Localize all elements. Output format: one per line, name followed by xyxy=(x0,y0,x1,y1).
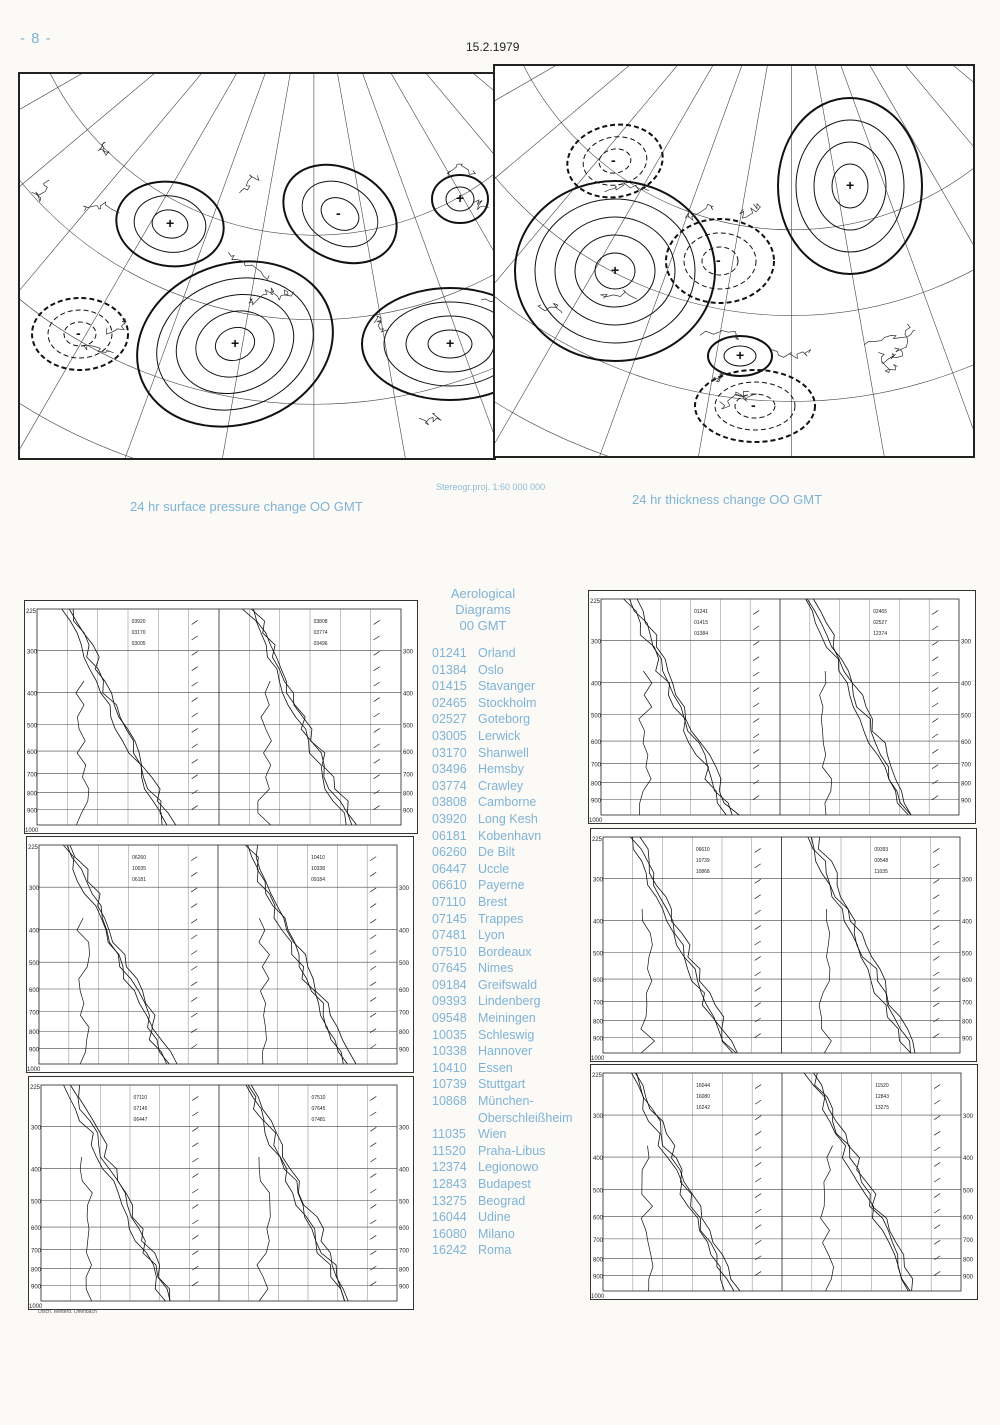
diagram-station-code: 03920 xyxy=(131,619,146,625)
pressure-tick-right: 600 xyxy=(961,740,972,747)
surface-pressure-change-map xyxy=(18,72,496,460)
pressure-tick-left: 300 xyxy=(29,886,40,893)
station-name: Stuttgart xyxy=(478,1077,526,1092)
station-row xyxy=(432,1159,572,1176)
station-row xyxy=(432,1126,572,1143)
diagram-station-code: 09184 xyxy=(311,877,325,883)
pressure-tick-left: 800 xyxy=(593,1257,604,1264)
station-row xyxy=(432,794,572,811)
svg-text:+: + xyxy=(736,347,745,363)
station-row xyxy=(432,977,572,994)
station-name: Crawley xyxy=(478,778,524,793)
station-code: 07145 xyxy=(432,911,467,926)
pressure-tick-right: 500 xyxy=(399,961,410,968)
diagram-station-code: 10868 xyxy=(695,869,710,875)
station-code: 06260 xyxy=(432,845,467,860)
svg-text:+: + xyxy=(166,215,175,231)
bottom-pressure-label: 1000 xyxy=(25,828,39,834)
aerological-title-line2: Diagrams xyxy=(455,602,511,617)
diagram-station-code: 12843 xyxy=(875,1094,889,1100)
sounding-chart xyxy=(25,601,418,834)
pressure-tick-left: 800 xyxy=(593,1019,604,1026)
station-row xyxy=(432,1226,572,1243)
station-name: Budapest xyxy=(478,1177,531,1191)
pressure-tick-left: 900 xyxy=(29,1047,40,1054)
station-name: Hannover xyxy=(478,1044,533,1059)
station-code: 07481 xyxy=(432,928,467,943)
station-name: Long Kesh xyxy=(478,811,538,826)
diagram-station-code: 10338 xyxy=(311,866,325,872)
station-row xyxy=(432,1242,572,1259)
diagram-station-code: 03005 xyxy=(131,641,146,647)
pressure-tick-right: 800 xyxy=(399,1030,410,1037)
diagram-station-code: 07645 xyxy=(311,1106,326,1112)
station-name: Stavanger xyxy=(478,679,535,694)
pressure-tick-left: 900 xyxy=(593,1274,604,1281)
diagram-station-code: 07481 xyxy=(311,1117,326,1123)
station-row xyxy=(432,1110,572,1127)
station-name: München- xyxy=(478,1094,534,1109)
thickness-caption: 24 hr thickness change OO GMT xyxy=(632,492,823,507)
station-name: Lyon xyxy=(478,928,505,943)
station-code: 01415 xyxy=(432,679,467,694)
station-name: Oberschleißheim xyxy=(478,1110,573,1125)
pressure-tick-left: 700 xyxy=(593,1237,604,1244)
station-name: De Bilt xyxy=(478,845,515,860)
station-code: 16242 xyxy=(432,1243,467,1258)
station-name: Kobenhavn xyxy=(478,828,542,843)
pressure-tick-right: 400 xyxy=(399,928,410,935)
pressure-tick-right: 600 xyxy=(962,978,973,985)
diagram-station-code: 12374 xyxy=(873,631,887,637)
station-row xyxy=(432,1010,572,1027)
station-row xyxy=(432,1043,572,1060)
pressure-tick-right: 600 xyxy=(399,988,410,995)
station-row xyxy=(432,761,572,778)
pressure-tick-right: 900 xyxy=(962,1036,973,1043)
station-code: 16044 xyxy=(432,1210,467,1225)
pressure-tick-right: 900 xyxy=(963,1274,974,1281)
pressure-tick-left: 900 xyxy=(593,1036,604,1043)
pressure-tick-left: 800 xyxy=(29,1030,40,1037)
pressure-tick-left: 500 xyxy=(31,1199,42,1206)
station-name: Camborne xyxy=(478,795,537,810)
station-code: 07645 xyxy=(432,961,467,976)
station-code: 10338 xyxy=(432,1044,467,1059)
svg-text:+: + xyxy=(456,190,465,206)
pressure-tick-left: 600 xyxy=(591,740,602,747)
pressure-tick-right: 500 xyxy=(403,723,414,730)
pressure-tick-right: 700 xyxy=(961,762,972,769)
diagram-station-code: 07510 xyxy=(311,1095,326,1101)
bottom-pressure-label: 1000 xyxy=(27,1067,41,1073)
station-row xyxy=(432,944,572,961)
diagram-station-code: 10035 xyxy=(132,866,146,872)
aerological-diagram-3 xyxy=(28,1076,414,1310)
station-row xyxy=(432,695,572,712)
station-code: 13275 xyxy=(432,1193,467,1208)
thickness-change-map xyxy=(493,64,975,458)
pressure-tick-left: 800 xyxy=(27,791,38,798)
aerological-title xyxy=(428,586,538,634)
station-name: Legionowo xyxy=(478,1160,539,1175)
station-name: Brest xyxy=(478,894,508,909)
pressure-tick-left: 900 xyxy=(27,808,38,815)
station-code: 10868 xyxy=(432,1094,467,1109)
aerological-diagram-4 xyxy=(588,590,976,824)
station-code: 09184 xyxy=(432,977,467,992)
diagram-station-code: 03774 xyxy=(313,630,328,636)
surface-pressure-caption: 24 hr surface pressure change OO GMT xyxy=(130,499,363,514)
station-name: Bordeaux xyxy=(478,944,532,959)
pressure-tick-right: 500 xyxy=(962,951,973,958)
station-row xyxy=(432,911,572,928)
svg-text:-: - xyxy=(76,325,81,341)
top-pressure-label: 225 xyxy=(592,1073,603,1079)
pressure-tick-right: 700 xyxy=(962,1000,973,1007)
pressure-tick-right: 300 xyxy=(962,877,973,884)
station-name: Praha-Libus xyxy=(478,1143,546,1158)
pressure-tick-left: 700 xyxy=(27,772,38,779)
station-code: 07110 xyxy=(432,894,466,909)
pressure-tick-left: 300 xyxy=(31,1125,42,1132)
station-row xyxy=(432,745,572,762)
pressure-tick-left: 700 xyxy=(29,1010,40,1017)
station-name: Wien xyxy=(478,1127,507,1142)
pressure-tick-left: 700 xyxy=(593,1000,604,1007)
pressure-tick-right: 400 xyxy=(403,691,414,698)
diagram-station-code: 10410 xyxy=(311,855,325,861)
pressure-tick-left: 700 xyxy=(31,1248,42,1255)
diagram-station-code: 09393 xyxy=(874,847,889,853)
station-name: Oslo xyxy=(478,662,504,677)
station-row xyxy=(432,1176,572,1193)
aerological-diagram-5 xyxy=(590,828,977,1062)
sounding-chart xyxy=(27,837,414,1073)
pressure-tick-left: 400 xyxy=(27,691,38,698)
pressure-tick-right: 300 xyxy=(963,1114,974,1121)
station-row xyxy=(432,1060,572,1077)
sounding-chart xyxy=(589,591,976,824)
diagram-station-code: 11520 xyxy=(875,1083,889,1089)
pressure-tick-left: 400 xyxy=(31,1167,42,1174)
svg-text:+: + xyxy=(231,335,240,351)
station-row xyxy=(432,894,572,911)
station-code: 01384 xyxy=(432,662,467,677)
station-code: 11520 xyxy=(432,1143,466,1158)
station-row xyxy=(432,1209,572,1226)
pressure-tick-left: 900 xyxy=(591,798,602,805)
diagram-station-code: 06181 xyxy=(132,877,146,883)
station-name: Shanwell xyxy=(478,745,529,760)
station-code: 02465 xyxy=(432,695,467,710)
station-name: Orland xyxy=(478,646,516,660)
pressure-tick-right: 700 xyxy=(403,772,414,779)
station-code: 11035 xyxy=(432,1127,466,1142)
diagram-station-code: 06260 xyxy=(132,855,146,861)
station-name: Uccle xyxy=(478,861,510,876)
pressure-tick-left: 300 xyxy=(591,639,602,646)
pressure-tick-left: 500 xyxy=(593,1188,604,1195)
diagram-station-code: 09548 xyxy=(874,858,889,864)
diagram-station-code: 11035 xyxy=(874,869,888,875)
pressure-tick-right: 500 xyxy=(961,713,972,720)
station-name: Schleswig xyxy=(478,1027,535,1042)
pressure-tick-left: 900 xyxy=(31,1284,42,1291)
station-row xyxy=(432,927,572,944)
pressure-tick-right: 900 xyxy=(399,1284,410,1291)
pressure-tick-left: 600 xyxy=(593,1215,604,1222)
top-pressure-label: 225 xyxy=(590,599,601,605)
station-name: Trappes xyxy=(478,911,524,926)
diagram-station-code: 03808 xyxy=(313,619,328,625)
sounding-chart xyxy=(591,829,977,1062)
svg-text:+: + xyxy=(611,262,620,278)
station-name: Goteborg xyxy=(478,712,531,727)
pressure-tick-left: 300 xyxy=(593,1114,604,1121)
pressure-tick-left: 500 xyxy=(591,713,602,720)
svg-text:-: - xyxy=(751,397,756,413)
pressure-tick-left: 600 xyxy=(29,988,40,995)
pressure-tick-right: 300 xyxy=(403,649,414,656)
pressure-tick-right: 400 xyxy=(399,1167,410,1174)
top-pressure-label: 225 xyxy=(28,845,39,851)
pressure-tick-right: 600 xyxy=(963,1215,974,1222)
top-pressure-label: 225 xyxy=(30,1085,41,1091)
pressure-tick-left: 400 xyxy=(593,1156,604,1163)
diagram-station-code: 06447 xyxy=(133,1117,148,1123)
pressure-tick-right: 300 xyxy=(399,1125,410,1132)
diagram-station-code: 07110 xyxy=(133,1095,148,1101)
top-pressure-label: 225 xyxy=(26,609,37,615)
station-row xyxy=(432,728,572,745)
pressure-tick-right: 300 xyxy=(961,639,972,646)
diagram-station-code: 06610 xyxy=(695,847,710,853)
station-code: 10035 xyxy=(432,1027,467,1042)
pressure-tick-right: 400 xyxy=(962,919,973,926)
diagram-station-code: 16080 xyxy=(696,1094,710,1100)
projection-label: Stereogr.proj. 1:60 000 000 xyxy=(436,482,546,492)
diagram-station-code: 03496 xyxy=(313,641,328,647)
pressure-tick-right: 900 xyxy=(399,1047,410,1054)
station-code: 03920 xyxy=(432,811,467,826)
station-code: 10739 xyxy=(432,1077,467,1092)
station-name: Payerne xyxy=(478,878,525,893)
station-row xyxy=(432,662,572,679)
station-code: 10410 xyxy=(432,1060,467,1075)
pressure-tick-right: 600 xyxy=(403,750,414,757)
footer-credit: Dtsch. Wetterd. Offenbach xyxy=(38,1309,97,1315)
pressure-tick-right: 700 xyxy=(399,1248,410,1255)
sounding-chart xyxy=(591,1065,978,1300)
pressure-tick-left: 500 xyxy=(593,951,604,958)
diagram-station-code: 16044 xyxy=(696,1083,710,1089)
pressure-tick-left: 500 xyxy=(27,723,38,730)
station-code: 12843 xyxy=(432,1177,467,1191)
station-code: 16080 xyxy=(432,1226,467,1241)
pressure-tick-left: 800 xyxy=(31,1267,42,1274)
pressure-tick-right: 800 xyxy=(963,1257,974,1264)
station-name: Meiningen xyxy=(478,1011,536,1026)
station-row xyxy=(432,1143,572,1160)
station-name: Greifswald xyxy=(478,977,538,992)
pressure-tick-right: 800 xyxy=(403,791,414,798)
svg-text:-: - xyxy=(716,252,721,268)
station-code: 12374 xyxy=(432,1160,467,1175)
station-row xyxy=(432,844,572,861)
station-row xyxy=(432,1027,572,1044)
station-row xyxy=(432,1076,572,1093)
pressure-tick-left: 400 xyxy=(29,928,40,935)
station-row xyxy=(432,960,572,977)
station-code: 03005 xyxy=(432,728,467,743)
station-name: Essen xyxy=(478,1060,513,1075)
svg-text:-: - xyxy=(336,205,341,221)
pressure-tick-right: 900 xyxy=(961,798,972,805)
pressure-tick-left: 400 xyxy=(593,919,604,926)
diagram-station-code: 13275 xyxy=(875,1105,889,1111)
map-artwork xyxy=(20,74,494,458)
station-code: 03774 xyxy=(432,778,467,793)
station-row xyxy=(432,877,572,894)
pressure-tick-left: 500 xyxy=(29,961,40,968)
pressure-tick-right: 500 xyxy=(399,1199,410,1206)
aerological-title-line3: 00 GMT xyxy=(459,618,507,633)
station-name: Hemsby xyxy=(478,762,524,777)
pressure-tick-left: 700 xyxy=(591,762,602,769)
pressure-tick-right: 800 xyxy=(961,781,972,788)
diagram-station-code: 07145 xyxy=(133,1106,148,1112)
svg-text:+: + xyxy=(846,177,855,193)
pressure-tick-right: 400 xyxy=(963,1156,974,1163)
pressure-tick-left: 600 xyxy=(31,1226,42,1233)
station-row xyxy=(432,811,572,828)
pressure-tick-left: 600 xyxy=(593,978,604,985)
pressure-tick-left: 300 xyxy=(593,877,604,884)
station-name: Udine xyxy=(478,1210,511,1225)
station-row xyxy=(432,778,572,795)
bottom-pressure-label: 1000 xyxy=(591,1294,605,1300)
station-name: Nimes xyxy=(478,961,514,976)
station-code: 09548 xyxy=(432,1011,467,1026)
svg-text:+: + xyxy=(446,335,455,351)
station-code: 03808 xyxy=(432,795,467,810)
pressure-tick-right: 800 xyxy=(962,1019,973,1026)
aerological-diagram-1 xyxy=(24,600,418,834)
pressure-tick-right: 500 xyxy=(963,1188,974,1195)
station-name: Lindenberg xyxy=(478,994,541,1009)
pressure-tick-right: 700 xyxy=(963,1237,974,1244)
date-label: 15.2.1979 xyxy=(466,40,520,54)
sounding-chart xyxy=(29,1077,414,1310)
station-code: 07510 xyxy=(432,944,467,959)
station-name: Lerwick xyxy=(478,728,521,743)
station-code: 09393 xyxy=(432,994,467,1009)
station-name: Stockholm xyxy=(478,695,537,710)
pressure-tick-left: 300 xyxy=(27,649,38,656)
pressure-tick-right: 400 xyxy=(961,681,972,688)
pressure-tick-left: 400 xyxy=(591,681,602,688)
station-row xyxy=(432,861,572,878)
diagram-station-code: 16242 xyxy=(696,1105,710,1111)
bottom-pressure-label: 1000 xyxy=(589,818,603,824)
svg-text:-: - xyxy=(611,152,616,168)
aerological-diagram-2 xyxy=(26,836,414,1073)
station-code: 03496 xyxy=(432,762,467,777)
station-list xyxy=(432,645,572,1259)
pressure-tick-left: 800 xyxy=(591,781,602,788)
page-number: - 8 - xyxy=(20,30,52,47)
diagram-station-code: 02465 xyxy=(873,609,887,615)
station-row xyxy=(432,993,572,1010)
map-artwork xyxy=(495,66,973,456)
station-row xyxy=(432,711,572,728)
station-row xyxy=(432,828,572,845)
station-row xyxy=(432,1093,572,1110)
pressure-tick-right: 700 xyxy=(399,1010,410,1017)
station-code: 03170 xyxy=(432,745,467,760)
station-name: Roma xyxy=(478,1243,512,1258)
bottom-pressure-label: 1000 xyxy=(29,1304,43,1310)
station-row xyxy=(432,678,572,695)
diagram-station-code: 01415 xyxy=(694,620,708,626)
diagram-station-code: 03170 xyxy=(131,630,146,636)
station-code: 02527 xyxy=(432,712,467,727)
station-code: 01241 xyxy=(432,646,467,660)
station-row xyxy=(432,645,572,662)
station-code: 06610 xyxy=(432,878,467,893)
station-name: Milano xyxy=(478,1226,515,1241)
station-code: 06447 xyxy=(432,861,467,876)
pressure-tick-left: 600 xyxy=(27,750,38,757)
station-row xyxy=(432,1193,572,1210)
aerological-title-line1: Aerological xyxy=(450,586,516,601)
station-code: 06181 xyxy=(432,828,467,843)
top-pressure-label: 225 xyxy=(592,837,603,843)
diagram-station-code: 10739 xyxy=(695,858,710,864)
diagram-station-code: 01384 xyxy=(694,631,708,637)
pressure-tick-right: 300 xyxy=(399,886,410,893)
pressure-tick-right: 900 xyxy=(403,808,414,815)
diagram-station-code: 01241 xyxy=(694,609,708,615)
diagram-station-code: 02527 xyxy=(873,620,887,626)
pressure-tick-right: 600 xyxy=(399,1226,410,1233)
station-name: Beograd xyxy=(478,1193,526,1208)
pressure-tick-right: 800 xyxy=(399,1267,410,1274)
aerological-diagram-6 xyxy=(590,1064,978,1300)
bottom-pressure-label: 1000 xyxy=(591,1056,605,1062)
